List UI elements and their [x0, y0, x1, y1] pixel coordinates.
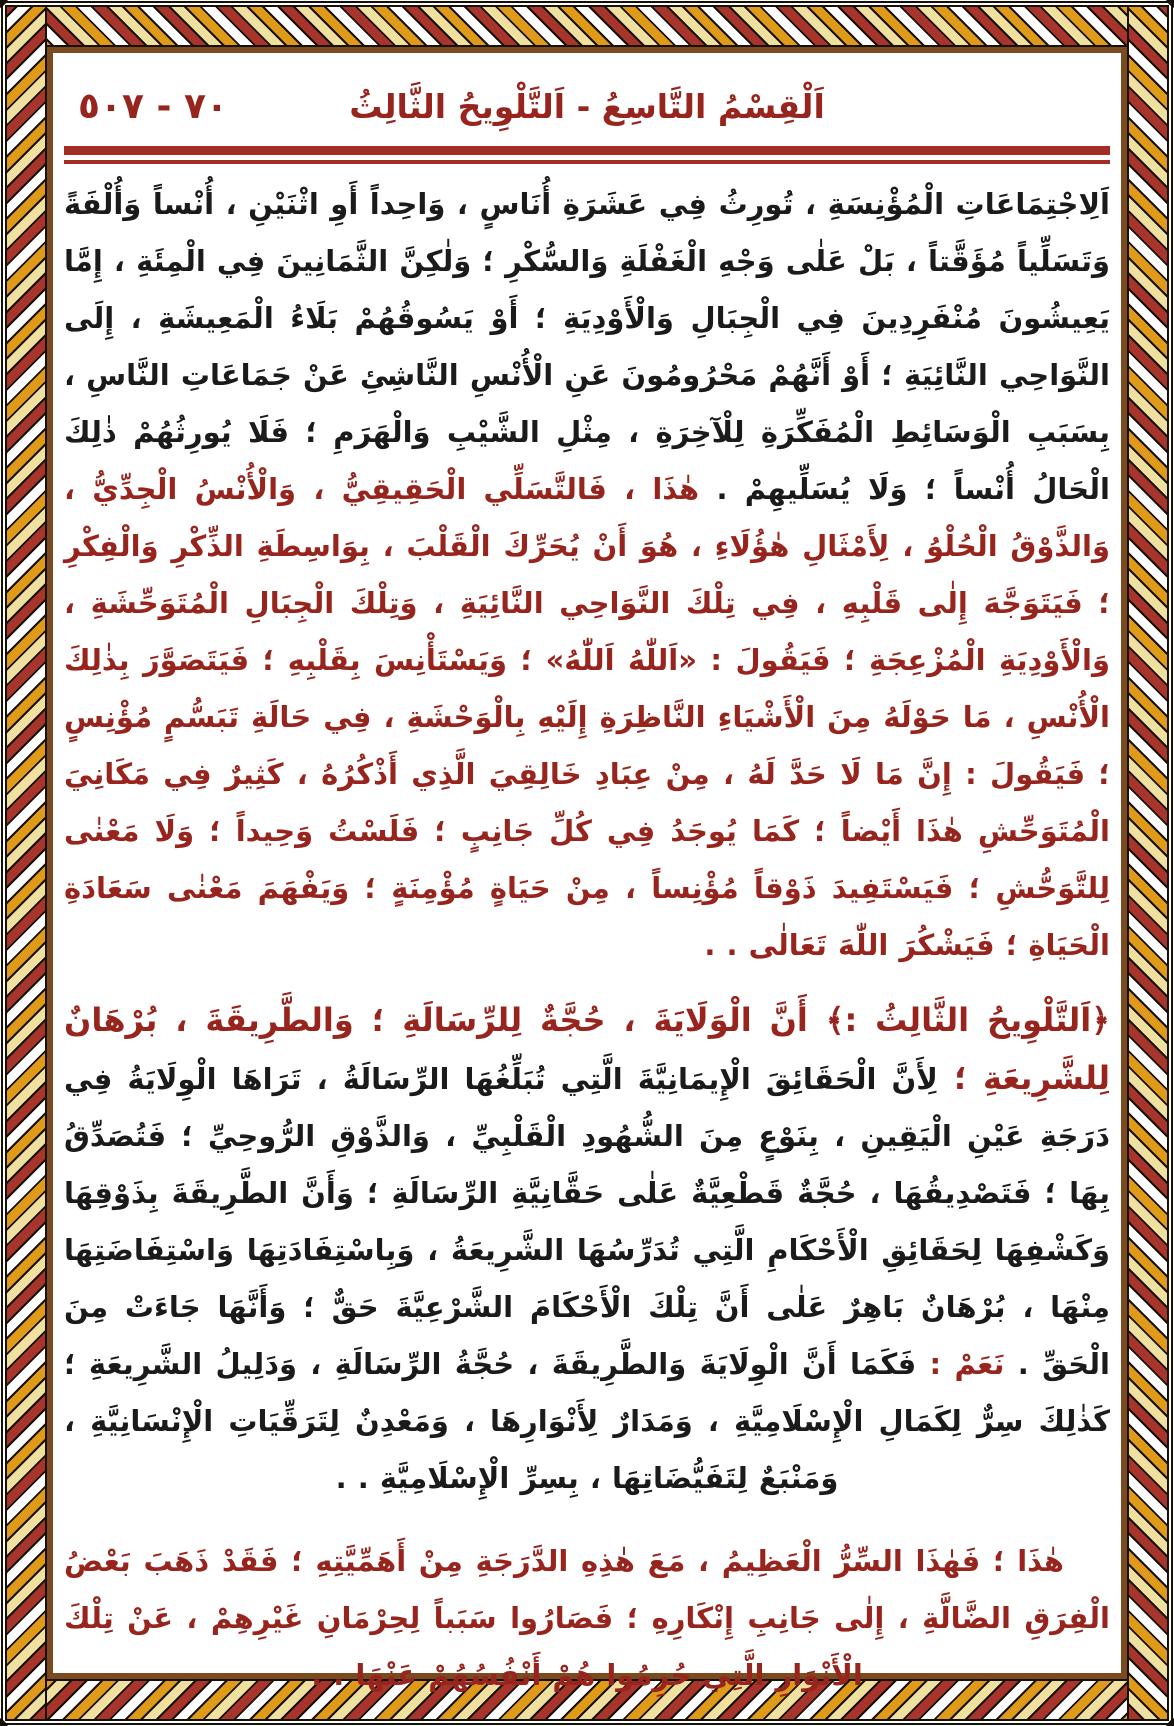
- paragraph-1: [64, 176, 1110, 974]
- text-segment: هٰذَا ، فَالتَّسَلِّي الْحَقِيقِيُّ ، وَالْأُنْسُ الْجِدِّيُّ ، وَالذَّوْقُ الْحُلْوُ ، لِأَمْثَالِ هٰؤُلَاءِ ، هُوَ أَنْ يُحَرِّكَ الْقَلْبَ ، بِوَاسِطَةِ الذِّكْرِ وَالْفِكْرِ ؛ فَيَتَوَجَّهَ إِلٰى قَلْبِهِ ، فِي تِلْكَ النَّوَاحِي النَّائِيَةِ ، وَتِلْكَ الْجِبَالِ الْمُتَوَحِّشَةِ ، وَالْأَوْدِيَةِ الْمُزْعِجَةِ ؛ فَيَقُولَ : «اَللّٰهُ اَللّٰهُ» ؛ وَيَسْتَأْنِسَ بِقَلْبِهِ ؛ فَيَتَصَوَّرَ بِذٰلِكَ الْأُنْسِ ، مَا حَوْلَهُ مِنَ الْأَشْيَاءِ النَّاظِرَةِ إِلَيْهِ بِالْوَحْشَةِ ، فِي حَالَةِ تَبَسُّمٍ مُؤْنِسٍ ؛ فَيَقُولَ : إِنَّ مَا لَا حَدَّ لَهُ ، مِنْ عِبَادِ خَالِقِيَ الَّذِي أَذْكُرُهُ ، كَثِيرٌ فِي مَكَانِيَ الْمُتَوَحِّشِ هٰذَا أَيْضاً ؛ كَمَا يُوجَدُ فِي كُلِّ جَانِبٍ ؛ فَلَسْتُ وَحِيداً ؛ وَلَا مَعْنٰى لِلتَّوَحُّشِ ؛ فَيَسْتَفِيدَ ذَوْقاً مُؤْنِساً ، مِنْ حَيَاةٍ مُؤْمِنَةٍ ؛ وَيَفْهَمَ مَعْنٰى سَعَادَةِ الْحَيَاةِ ؛ فَيَشْكُرَ اللّٰهَ تَعَالٰى . .: [64, 472, 1110, 962]
- page-content: [64, 68, 1110, 1692]
- text-segment: لِأَنَّ الْحَقَائِقَ الْإِيمَانِيَّةَ الَّتِي تُبَلِّغُهَا الرِّسَالَةُ ، تَرَاهَا الْوِلَايَةُ فِي دَرَجَةِ عَيْنِ الْيَقِينِ ، بِنَوْعٍ مِنَ الشُّهُودِ الْقَلْبِيِّ ، وَالذَّوْقِ الرُّوحِيِّ ؛ فَتُصَدِّقُ بِهَا ؛ فَتَصْدِيقُهَا ، حُجَّةٌ قَطْعِيَّةٌ عَلٰى حَقَّانِيَّةِ الرِّسَالَةِ ؛ وَأَنَّ الطَّرِيقَةَ بِذَوْقِهَا وَكَشْفِهَا لِحَقَائِقِ الْأَحْكَامِ الَّتِي تُدَرِّسُهَا الشَّرِيعَةُ ، وَبِاسْتِفَادَتِهَا وَاسْتِفَاضَتِهَا مِنْهَا ، بُرْهَانٌ بَاهِرٌ عَلٰى أَنَّ تِلْكَ الْأَحْكَامَ الشَّرْعِيَّةَ حَقٌّ ؛ وَأَنَّهَا جَاءَتْ مِنَ الْحَقِّ .: [64, 1062, 1110, 1381]
- body-text: [64, 176, 1110, 1704]
- section-heading-talwih-3: ﴿اَلتَّلْوِيحُ الثَّالِثُ :﴾ أَنَّ الْوَلَايَةَ ، حُجَّةٌ لِلرِّسَالَةِ ؛ وَالطَّرِيقَةَ ، بُرْهَانٌ لِلشَّرِيعَةِ ؛: [64, 1001, 1110, 1097]
- text-segment: فَكَمَا أَنَّ الْوِلَايَةَ وَالطَّرِيقَةَ ، حُجَّةُ الرِّسَالَةِ ، وَدَلِيلُ الشَّرِيعَةِ ؛ كَذٰلِكَ سِرٌّ لِكَمَالِ الْإِسْلَامِيَّةِ ، وَمَدَارٌ لِأَنْوَارِهَا ، وَمَعْدِنٌ لِتَرَقِّيَاتِ الْإِنْسَانِيَّةِ ، وَمَنْبَعٌ لِتَفَيُّضَاتِهَا ، بِسِرِّ الْإِسْلَامِيَّةِ . .: [64, 1347, 1110, 1495]
- text-segment: نَعَمْ :: [916, 1347, 1005, 1381]
- page-title: اَلْقِسْمُ التَّاسِعُ - اَلتَّلْوِيحُ الثَّالِثُ: [349, 87, 825, 126]
- text-segment: اَلِاجْتِمَاعَاتِ الْمُؤْنِسَةِ ، تُورِثُ فِي عَشَرَةِ أُنَاسٍ ، وَاحِداً أَوِ اثْنَيْنِ ، أُنْساً وَأُلْفَةً وَتَسَلِّياً مُؤَقَّتاً ، بَلْ عَلٰى وَجْهِ الْغَفْلَةِ وَالسُّكْرِ ؛ وَلٰكِنَّ الثَّمَانِينَ فِي الْمِئَةِ ، إِمَّا يَعِيشُونَ مُنْفَرِدِينَ فِي الْجِبَالِ وَالْأَوْدِيَةِ ؛ أَوْ يَسُوقُهُمْ بَلَاءُ الْمَعِيشَةِ ، إِلَى النَّوَاحِي النَّائِيَةِ ؛ أَوْ أَنَّهُمْ مَحْرُومُونَ عَنِ الْأُنْسِ النَّاشِئِ عَنْ جَمَاعَاتِ النَّاسِ ، بِسَبَبِ الْوَسَائِطِ الْمُفَكِّرَةِ لِلْآخِرَةِ ، مِثْلِ الشَّيْبِ وَالْهَرَمِ ؛ فَلَا يُورِثُهُمْ ذٰلِكَ الْحَالُ أُنْساً ؛ وَلَا يُسَلِّيهِمْ .: [64, 187, 1110, 506]
- paragraph-3: [64, 1533, 1110, 1704]
- page-header: [64, 68, 1110, 146]
- ornamental-border-left: [5, 5, 47, 1721]
- header-rule: [64, 146, 1110, 164]
- paragraph-2: [64, 992, 1110, 1507]
- text-segment: هٰذَا ؛ فَهٰذَا السِّرُّ الْعَظِيمُ ، مَعَ هٰذِهِ الدَّرَجَةِ مِنْ أَهَمِّيَّتِهِ ؛ فَقَدْ ذَهَبَ بَعْضُ الْفِرَقِ الضَّالَّةِ ، إِلٰى جَانِبِ إِنْكَارِهِ ؛ فَصَارُوا سَبَباً لِحِرْمَانِ غَيْرِهِمْ ، عَنْ تِلْكَ الْأَنْوَارِ الَّتِي حُرِمُوا هُمْ أَنْفُسُهُمْ عَنْهَا . .: [64, 1544, 1110, 1692]
- ornamental-border-top: [5, 5, 1169, 47]
- ornamental-border-right: [1127, 5, 1169, 1721]
- page-numbers: ٧٠ - ٥٠٧: [78, 86, 228, 127]
